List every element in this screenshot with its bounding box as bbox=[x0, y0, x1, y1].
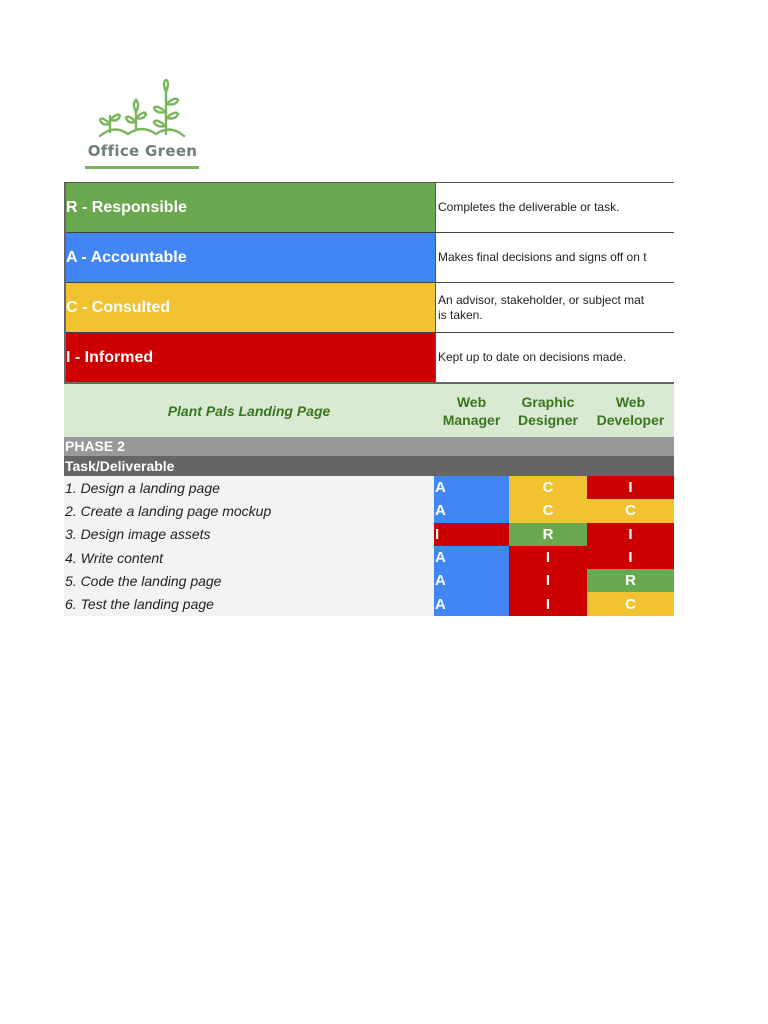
raci-cell-web-manager: I bbox=[434, 523, 509, 546]
task-list bbox=[64, 476, 674, 616]
raci-header bbox=[64, 384, 674, 437]
task-name: 4. Write content bbox=[64, 546, 434, 569]
phase-label: PHASE 2 bbox=[64, 437, 674, 456]
role-header-web-developer bbox=[587, 384, 674, 437]
legend-desc-responsible: Completes the deliverable or task. bbox=[438, 200, 620, 214]
role-line: Manager bbox=[442, 411, 501, 428]
raci-cell-web-developer: C bbox=[587, 499, 674, 522]
raci-cell-graphic-designer: I bbox=[509, 592, 587, 615]
raci-cell-web-developer: I bbox=[587, 546, 674, 569]
role-line: Graphic bbox=[521, 393, 575, 410]
legend-key-responsible: R - Responsible bbox=[66, 183, 436, 232]
table-row bbox=[64, 592, 674, 615]
legend-key-informed: I - Informed bbox=[66, 333, 436, 382]
task-name: 5. Code the landing page bbox=[64, 569, 434, 592]
legend-row-responsible bbox=[66, 183, 674, 233]
table-row bbox=[64, 476, 674, 499]
role-header-web-manager bbox=[434, 384, 509, 437]
raci-cell-web-developer: R bbox=[587, 569, 674, 592]
task-column-header: Task/Deliverable bbox=[64, 456, 674, 476]
raci-cell-web-manager: A bbox=[434, 546, 509, 569]
task-name: 1. Design a landing page bbox=[64, 476, 434, 499]
project-title: Plant Pals Landing Page bbox=[167, 402, 331, 419]
legend-desc-consulted-line-1: An advisor, stakeholder, or subject mat bbox=[438, 292, 645, 307]
legend-key-consulted: C - Consulted bbox=[66, 283, 436, 332]
raci-cell-graphic-designer: I bbox=[509, 546, 587, 569]
raci-sheet bbox=[64, 182, 674, 616]
task-name: 2. Create a landing page mockup bbox=[64, 499, 434, 522]
plant-sprouts-icon bbox=[94, 78, 194, 140]
legend-row-consulted bbox=[66, 283, 674, 333]
task-name: 6. Test the landing page bbox=[64, 592, 434, 615]
legend-desc-informed: Kept up to date on decisions made. bbox=[438, 350, 627, 364]
raci-cell-web-developer: C bbox=[587, 592, 674, 615]
legend-desc-consulted bbox=[436, 283, 674, 332]
raci-cell-web-manager: A bbox=[434, 476, 509, 499]
raci-cell-web-manager: A bbox=[434, 569, 509, 592]
raci-cell-graphic-designer: I bbox=[509, 569, 587, 592]
raci-cell-graphic-designer: C bbox=[509, 499, 587, 522]
role-header-graphic-designer bbox=[509, 384, 587, 437]
logo-underline bbox=[85, 166, 199, 169]
legend-desc-accountable: Makes final decisions and signs off on t bbox=[438, 250, 647, 264]
raci-cell-graphic-designer: R bbox=[509, 523, 587, 546]
table-row bbox=[64, 499, 674, 522]
role-line: Developer bbox=[596, 411, 665, 428]
logo-text: Office Green bbox=[87, 142, 198, 160]
table-row bbox=[64, 569, 674, 592]
legend-key-accountable: A - Accountable bbox=[66, 233, 436, 282]
role-line: Web bbox=[615, 393, 646, 410]
legend-desc-consulted-line-2: is taken. bbox=[438, 307, 483, 322]
table-row bbox=[64, 523, 674, 546]
role-line: Designer bbox=[518, 411, 578, 428]
raci-legend bbox=[64, 182, 674, 384]
raci-cell-web-developer: I bbox=[587, 523, 674, 546]
raci-cell-web-developer: I bbox=[587, 476, 674, 499]
raci-cell-web-manager: A bbox=[434, 499, 509, 522]
raci-cell-web-manager: A bbox=[434, 592, 509, 615]
office-green-logo bbox=[80, 78, 205, 173]
raci-cell-graphic-designer: C bbox=[509, 476, 587, 499]
legend-row-accountable bbox=[66, 233, 674, 283]
task-name: 3. Design image assets bbox=[64, 523, 434, 546]
role-line: Web bbox=[456, 393, 487, 410]
table-row bbox=[64, 546, 674, 569]
legend-row-informed bbox=[66, 333, 674, 384]
